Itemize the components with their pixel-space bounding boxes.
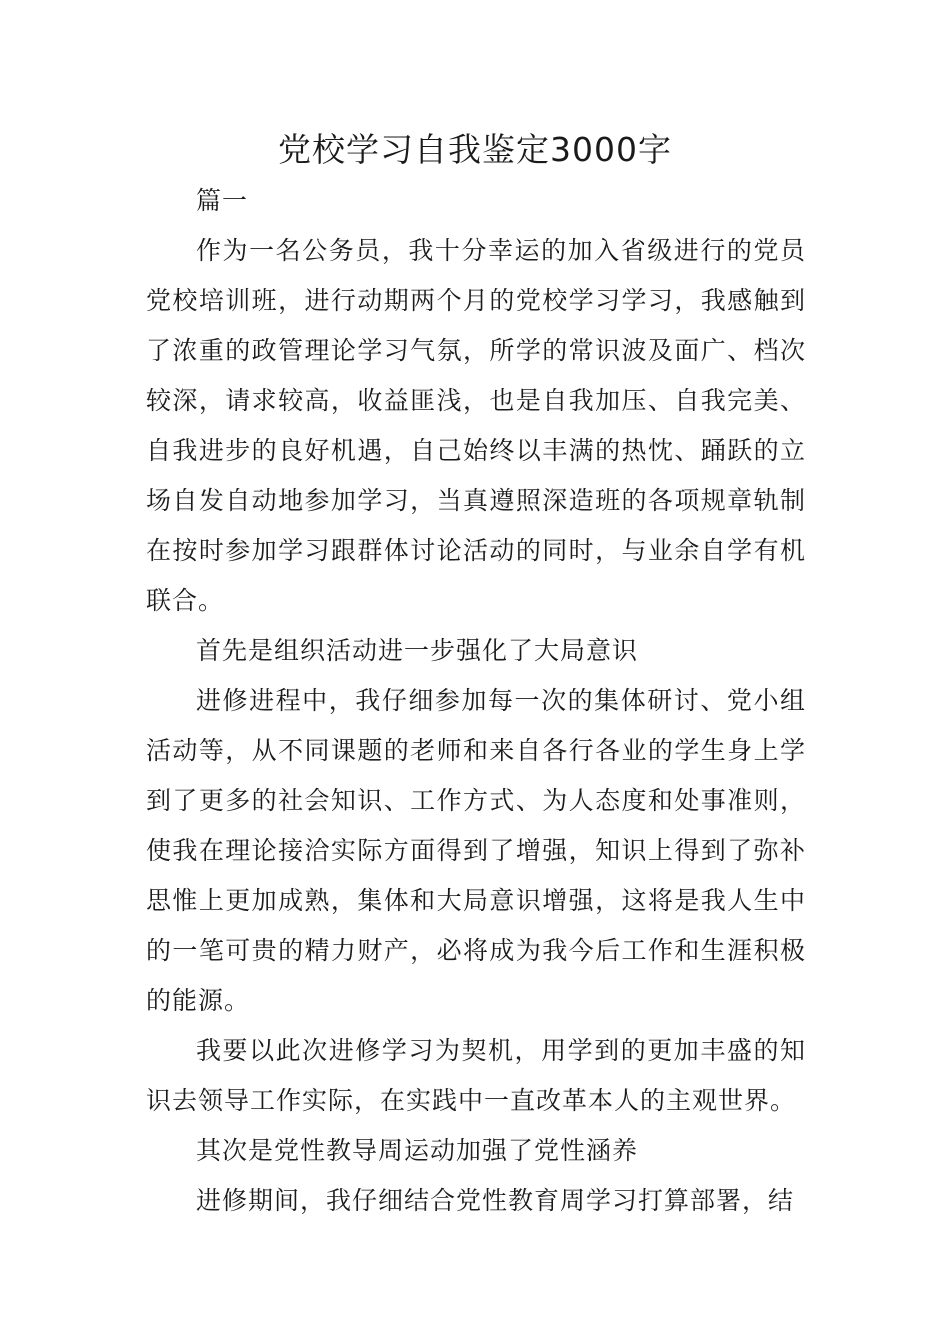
paragraph-heading-second: 其次是党性教导周运动加强了党性涵养 bbox=[196, 1136, 639, 1165]
paragraph-section-label: 篇一 bbox=[196, 186, 249, 215]
paragraph-heading-first: 首先是组织活动进一步强化了大局意识 bbox=[196, 636, 639, 665]
paragraph-study-period: 进修期间，我仔细结合党性教育周学习打算部署，结 bbox=[196, 1186, 795, 1215]
paragraph-study-process: 进修进程中，我仔细参加每一次的集体研讨、党小组活动等，从不同课题的老师和来自各行各业的学生身上学到了更多的社会知识、工作方式、为人态度和处事准则，使我在理论接洽实际方面得到了增强，知识上得到了弥补思惟上更加成熟，集体和大局意识增强，这将是我人生中的一笔可贵的精力财产，必将成为我今后工作和生涯积极的能源。 bbox=[146, 686, 806, 1015]
paragraph-opportunity: 我要以此次进修学习为契机，用学到的更加丰盛的知识去领导工作实际，在实践中一直改革本人的主观世界。 bbox=[146, 1036, 806, 1115]
document-title: 党校学习自我鉴定3000字 bbox=[278, 130, 672, 169]
document-body bbox=[146, 176, 806, 1226]
paragraph-intro: 作为一名公务员，我十分幸运的加入省级进行的党员党校培训班，进行动期两个月的党校学习学习，我感触到了浓重的政管理论学习气氛，所学的常识波及面广、档次较深，请求较高，收益匪浅，也是自我加压、自我完美、自我进步的良好机遇，自己始终以丰满的热忱、踊跃的立场自发自动地参加学习，当真遵照深造班的各项规章轨制在按时参加学习跟群体讨论活动的同时，与业余自学有机联合。 bbox=[146, 236, 806, 615]
